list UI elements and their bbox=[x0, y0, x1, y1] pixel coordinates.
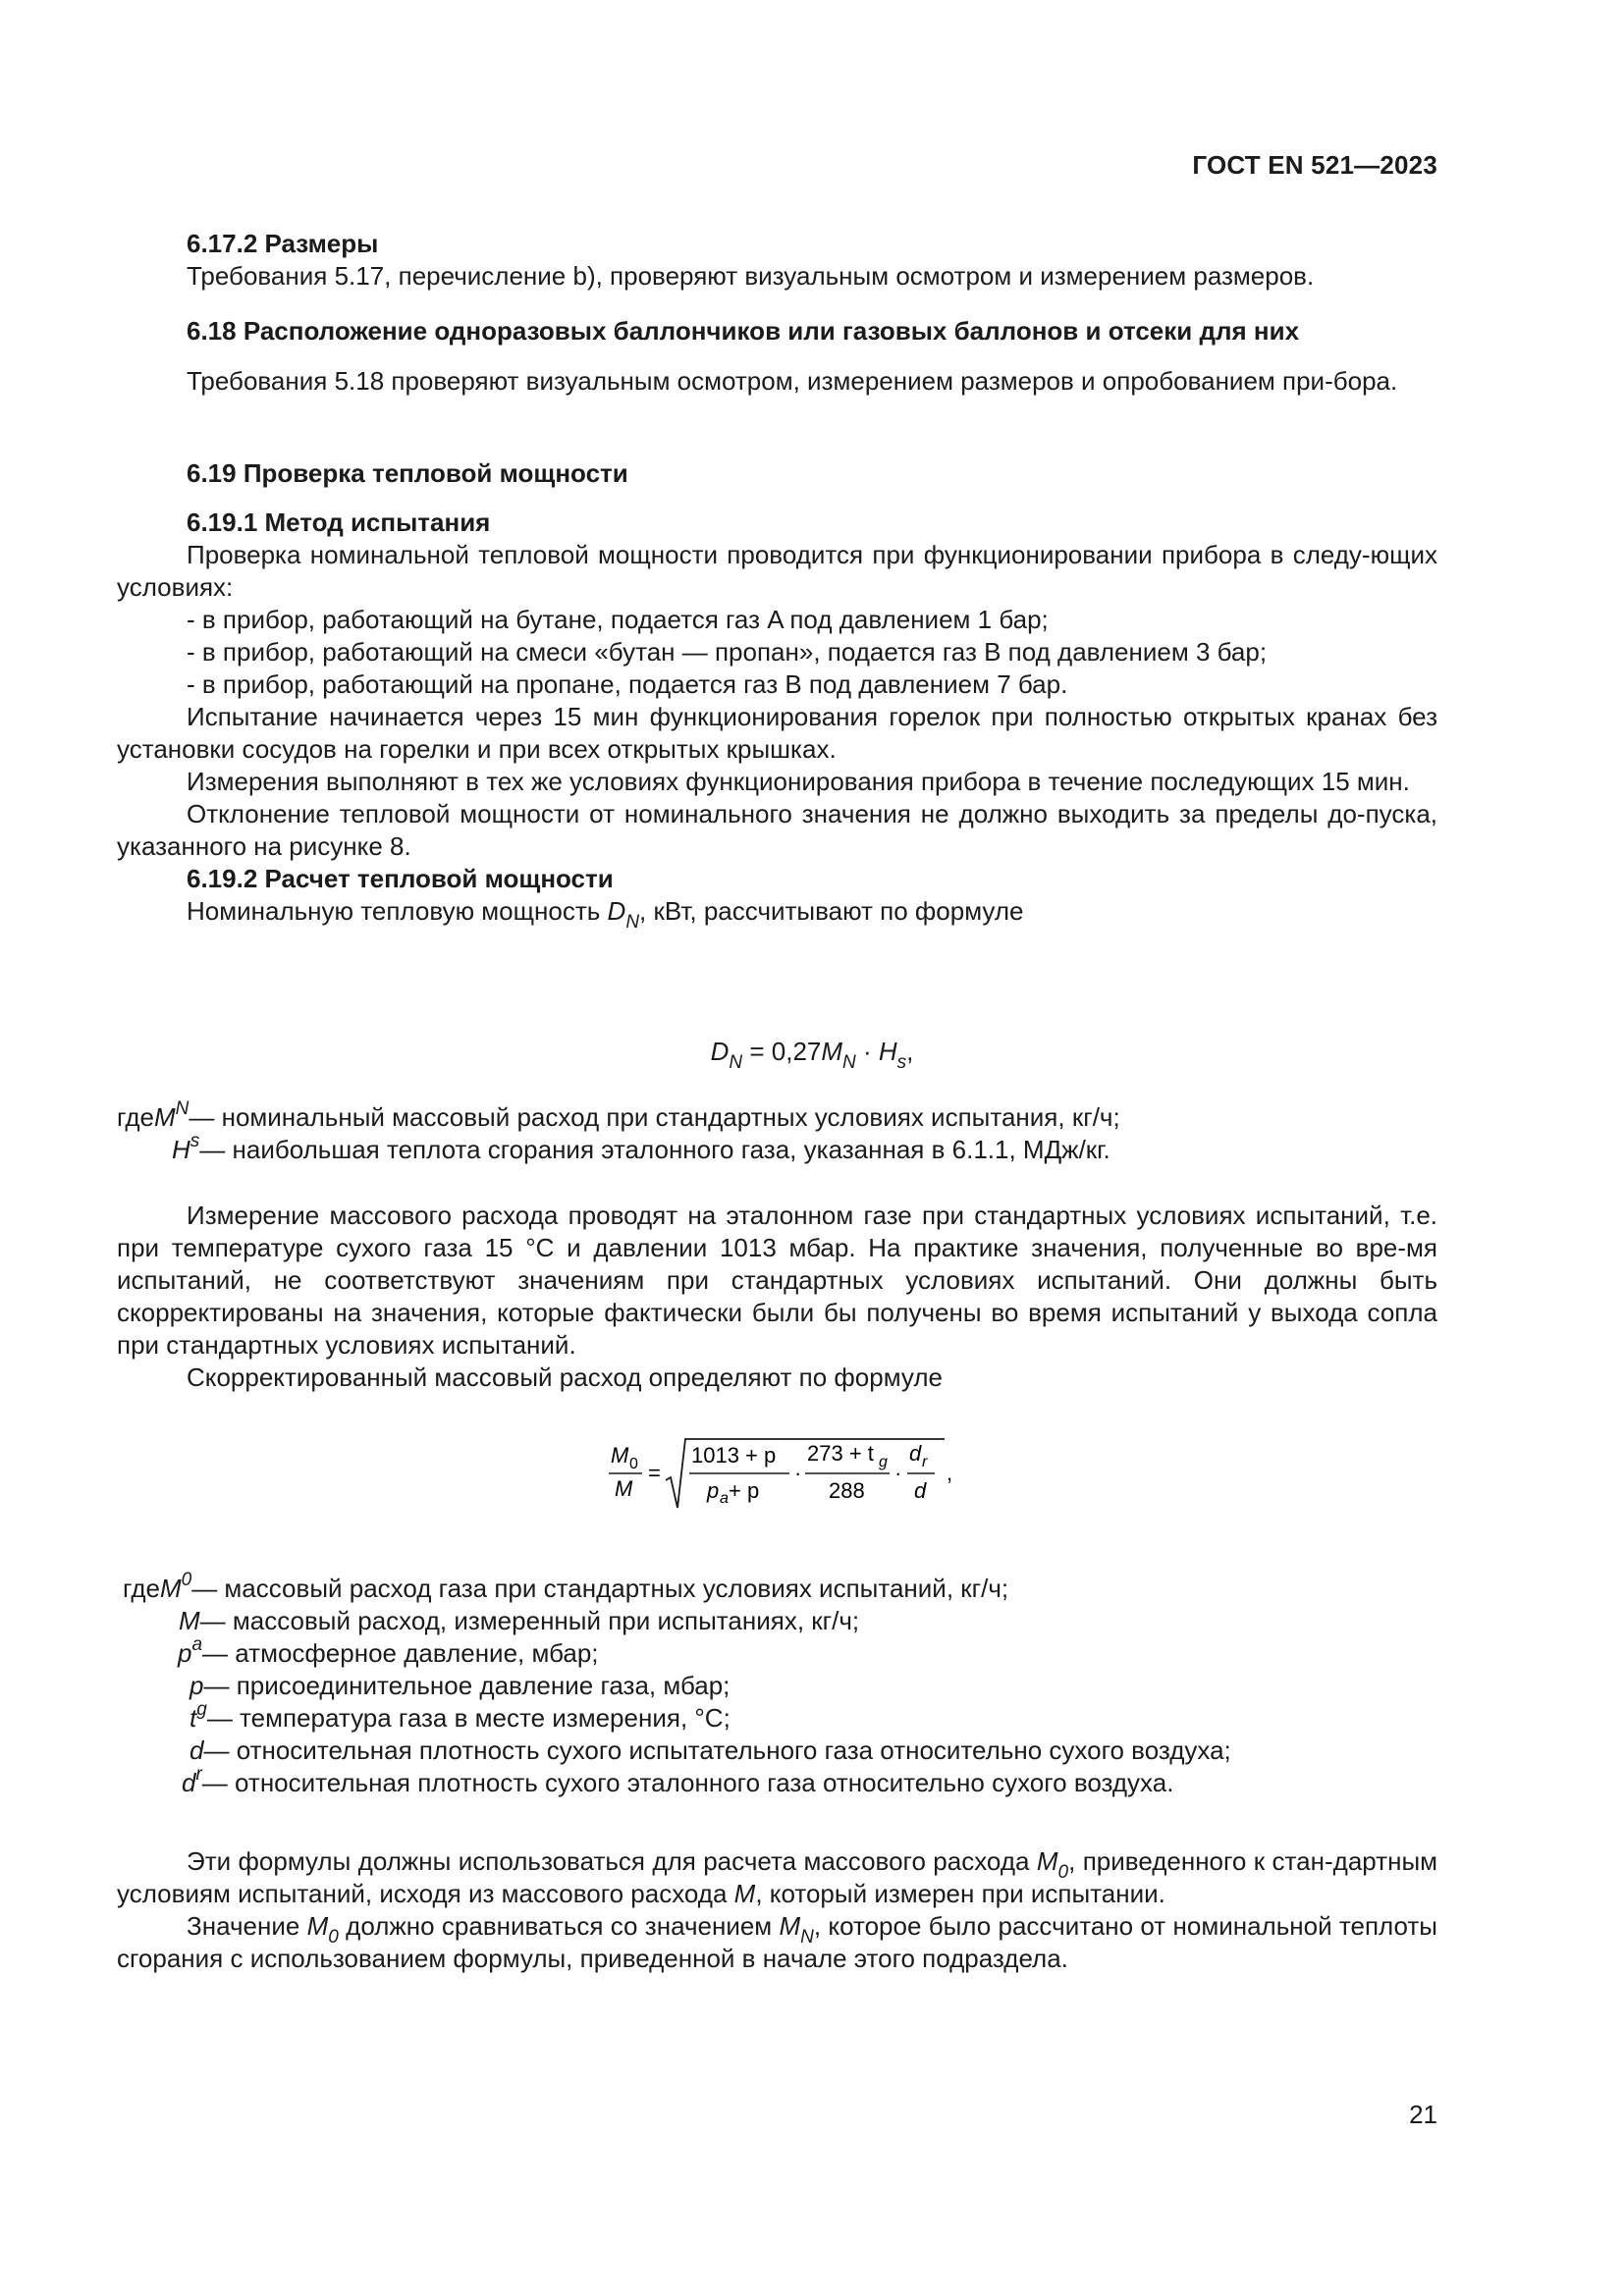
section-6-19-1 bbox=[117, 507, 1437, 933]
formula-corrected-mass-flow bbox=[601, 1433, 953, 1516]
heading-6-17-2: 6.17.2 Размеры bbox=[187, 229, 379, 258]
list-item: - в прибор, работающий на смеси «бутан — пропан», подается газ B под давлением 3 бар; bbox=[187, 637, 1268, 667]
dot: · bbox=[894, 1461, 902, 1485]
definitions-formula-1 bbox=[117, 1098, 1437, 1166]
formula-end: , bbox=[947, 1461, 953, 1485]
section-6-19-2-conclusion bbox=[117, 1845, 1437, 1975]
fraction1-den-p: p bbox=[707, 1478, 720, 1503]
section-6-19-2-body bbox=[117, 1200, 1437, 1394]
paragraph: Отклонение тепловой мощности от номинального значения не должно выходить за пределы до-пуска, указанного на рисунке 8. bbox=[117, 799, 1437, 861]
fraction3-num-sub: r bbox=[922, 1454, 928, 1470]
dot: · bbox=[794, 1461, 802, 1485]
formula-lhs-num: M bbox=[611, 1443, 629, 1468]
section-6-18 bbox=[117, 315, 1437, 347]
definition-row: M — массовый расход, измеренный при испытаниях, кг/ч; bbox=[179, 1606, 860, 1635]
paragraph: Проверка номинальной тепловой мощности проводится при функционировании прибора в следу-ющих условиях: bbox=[117, 540, 1437, 602]
formula-nominal-power: $D_N = 0,27M_N \cdot H_s$, bbox=[710, 1037, 914, 1073]
paragraph: Скорректированный массовый расход определяют по формуле bbox=[187, 1362, 943, 1392]
definition-row: p $_a$ — атмосферное давление, мбар; bbox=[178, 1634, 599, 1668]
definition-row: где M $_N$ — номинальный массовый расход при стандартных условиях испытания, кг/ч; bbox=[117, 1098, 1120, 1132]
fraction3-den: d bbox=[914, 1478, 927, 1503]
section-6-17-2 bbox=[117, 228, 1437, 293]
heading-6-18: 6.18 Расположение одноразовых баллончиков или газовых баллонов и отсеки для них bbox=[187, 316, 1300, 346]
formula-lhs-num-sub: 0 bbox=[629, 1456, 638, 1472]
fraction2-num-sub: g bbox=[879, 1454, 888, 1470]
fraction1-den-sub: a bbox=[720, 1490, 729, 1507]
paragraph: Испытание начинается через 15 мин функционирования горелок при полностью открытых кранах без установки сосудов на горелки и при всех открытых крышках. bbox=[117, 702, 1437, 764]
definition-row: d — относительная плотность сухого испытательного газа относительно сухого воздуха; bbox=[189, 1735, 1231, 1765]
page-number: 21 bbox=[1409, 2100, 1437, 2129]
section-6-19 bbox=[117, 457, 1437, 490]
paragraph: Измерение массового расхода проводят на эталонном газе при стандартных условиях испытаний, т.е. при температуре сухого газа 15 °C и давлении 1013 мбар. На практике значения, полученные во вре-мя испытаний, не соответствуют значениям при стандартных условиях испытаний. Они должны быть скорректированы на значения, которые фактически были бы получены во время испытаний у выхода сопла при стандартных условиях испытаний. bbox=[117, 1201, 1437, 1360]
document-id: ГОСТ EN 521—2023 bbox=[1192, 150, 1437, 180]
fraction3-num: d bbox=[909, 1441, 922, 1466]
definition-row: t $_g$ — температура газа в месте измерения, °C; bbox=[189, 1699, 731, 1733]
heading-6-19-1: 6.19.1 Метод испытания bbox=[187, 507, 491, 537]
paragraph: Эти формулы должны использоваться для расчета массового расхода $M_0$, приведенного к стан-дартным условиям испытаний, исходя из массового расхода M, который измерен при испытании. bbox=[117, 1846, 1438, 1908]
definition-row: где M $_0$ — массовый расход газа при стандартных условиях испытаний, кг/ч; bbox=[123, 1570, 1009, 1603]
definition-row: p — присоединительное давление газа, мбар; bbox=[189, 1671, 731, 1700]
formula-eq: = bbox=[648, 1461, 661, 1485]
paragraph: Значение $M_0$ должно сравниваться со значением $M_N$, которое было рассчитано от номинальной теплоты сгорания с использованием формулы, приведенной в начале этого подраздела. bbox=[117, 1911, 1437, 1973]
fraction2-den: 288 bbox=[829, 1478, 865, 1503]
list-item: - в прибор, работающий на пропане, подается газ B под давлением 7 бар. bbox=[187, 669, 1068, 699]
paragraph: Номинальную тепловую мощность $D_N$, кВт, рассчитывают по формуле bbox=[187, 896, 1024, 933]
definition-row: d $_r$ — относительная плотность сухого эталонного газа относительно сухого воздуха. bbox=[182, 1764, 1174, 1797]
section-6-18-body bbox=[117, 365, 1437, 398]
fraction2-num: 273 + t bbox=[807, 1441, 874, 1466]
definition-row: H $_s$ — наибольшая теплота сгорания эталонного газа, указанная в 6.1.1, МДж/кг. bbox=[172, 1131, 1110, 1164]
paragraph: Измерения выполняют в тех же условиях функционирования прибора в течение последующих 15 мин. bbox=[187, 767, 1410, 796]
fraction1-den-rest: + p bbox=[729, 1478, 760, 1503]
fraction1-num: 1013 + p bbox=[691, 1443, 777, 1468]
paragraph: Требования 5.17, перечисление b), проверяют визуальным осмотром и измерением размеров. bbox=[187, 261, 1315, 291]
list-item: - в прибор, работающий на бутане, подается газ A под давлением 1 бар; bbox=[187, 605, 1049, 634]
heading-6-19: 6.19 Проверка тепловой мощности bbox=[187, 458, 628, 488]
definitions-formula-2 bbox=[117, 1570, 1437, 1799]
paragraph: Требования 5.18 проверяют визуальным осмотром, измерением размеров и опробованием при-бора. bbox=[187, 366, 1398, 396]
heading-6-19-2: 6.19.2 Расчет тепловой мощности bbox=[187, 864, 614, 893]
formula-lhs-den: M bbox=[615, 1476, 633, 1501]
